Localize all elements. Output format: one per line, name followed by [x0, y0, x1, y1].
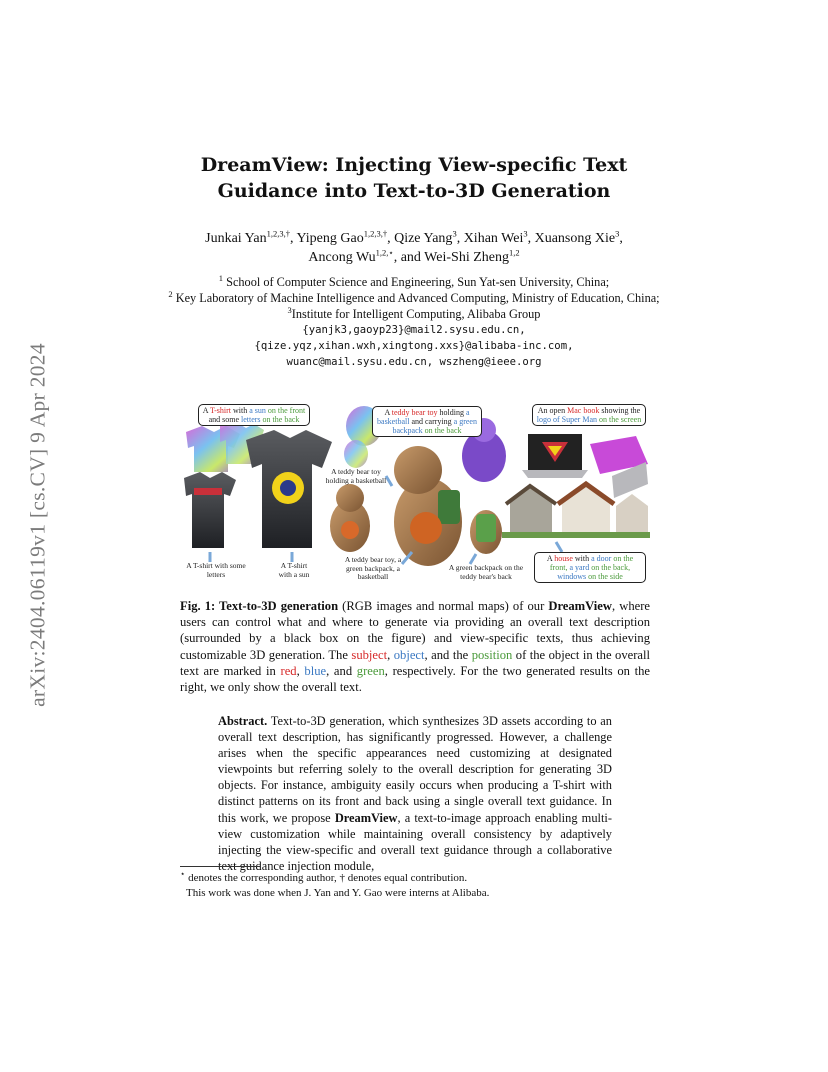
email-line-2[interactable]: {qize.yqz,xihan.wxh,xingtong.xxs}@alibaba-inc.com, [254, 340, 574, 352]
label-bear-basketball: A teddy bear toy holding a basketball [325, 467, 387, 485]
affiliation-2-3: $^2$ Key Laboratory of Machine Intelligence and Advanced Computing, Ministry of Education, China; $^3$Institute for Intelligent Computing, Alibaba Group [168, 288, 660, 321]
email-line-1[interactable]: {yanjk3,gaoyp23}@mail2.sysu.edu.cn, [302, 324, 526, 336]
abstract: Abstract. Text-to-3D generation, which synthesizes 3D assets according to an overall text description, has significantly progressed. However, a challenge arises when the specific appearances need customizing at designated viewpoints but referring solely to the overall description for generating 3D objects. For instance, ambiguity easily occurs when producing a T-shirt with distinct patterns on its front and back using a single overall text guidance. In this work, we propose DreamView, a text-to-image approach enabling multi-view customization while maintaining overall consistency by adaptively injecting the view-specific and overall text guidance through a collaborative text guidance injection module, [218, 714, 612, 873]
callout-macbook: An open Mac book showing the logo of Super Man on the screen [532, 404, 646, 426]
author: Xuansong Xie$^3$, [534, 228, 623, 246]
callout-teddy-bear: A teddy bear toy holding a basketball and carrying a green backpack on the back [372, 406, 482, 437]
footnote-rule [180, 866, 260, 867]
author: Junkai Yan$^{1,2,3,\dagger}$, [205, 228, 297, 246]
footnote [180, 868, 650, 901]
title-line-1: DreamView: Injecting View-specific Text [200, 154, 628, 176]
author: Yipeng Gao$^{1,2,3,\dagger}$, [296, 228, 395, 246]
arxiv-identifier: arXiv:2404.06119v1 [cs.CV] 9 Apr 2024 [25, 343, 50, 707]
footnote-line-1: ⋆ denotes the corresponding author, † denotes equal contribution. [180, 868, 468, 884]
footnote-line-2: This work was done when J. Yan and Y. Gao were interns at Alibaba. [186, 887, 490, 899]
label-backpack-back: A green backpack on the teddy bear's back [448, 563, 524, 581]
author: Xihan Wei$^3$, [463, 228, 535, 246]
basketball [410, 512, 442, 544]
callout-tshirt: A T-shirt with a sun on the front and some letters on the back [198, 404, 310, 426]
arxiv-sidebar-stamp [18, 295, 58, 755]
label-bear-backpack: A teddy bear toy, a green backpack, a basketball [344, 555, 402, 581]
teaser-figure [180, 402, 650, 584]
author: Wei-Shi Zheng$^{1,2}$ [424, 247, 520, 265]
house-render [616, 494, 648, 532]
tshirt-back-render [184, 472, 236, 548]
label-tshirt-letters: A T-shirt with some letters [186, 561, 246, 579]
author: Qize Yang$^3$, [394, 228, 464, 246]
figure-caption: Fig. 1: Text-to-3D generation (RGB images and normal maps) of our DreamView, where users can control what and where to generate via providing an overall text description (surrounded by a black box on the figure) and view-specific texts, thus achieving customizable 3D generation. The subject, object, and the position of the object in the overall text are marked in red, blue, and green, respectively. For the two generated results on the right, we only show the overall text. [180, 599, 650, 695]
callout-house: A house with a door on the front, a yard on the back, windows on the side [534, 552, 646, 583]
title-line-2: Guidance into Text-to-3D Generation [217, 180, 611, 202]
label-tshirt-sun: A T-shirt with a sun [278, 561, 310, 579]
author: Ancong $Wu^{1,2,⋆}$, and [308, 247, 425, 265]
email-line-3[interactable]: wuanc@mail.sysu.edu.cn, wszheng@ieee.org [286, 356, 542, 368]
abstract-label: Abstract. [218, 714, 268, 728]
affiliation-1: $^1$ School of Computer Science and Engineering, Sun Yat-sen University, China; [218, 272, 610, 289]
paper-title [0, 152, 828, 204]
affiliations [150, 274, 678, 370]
author-list [150, 229, 678, 267]
